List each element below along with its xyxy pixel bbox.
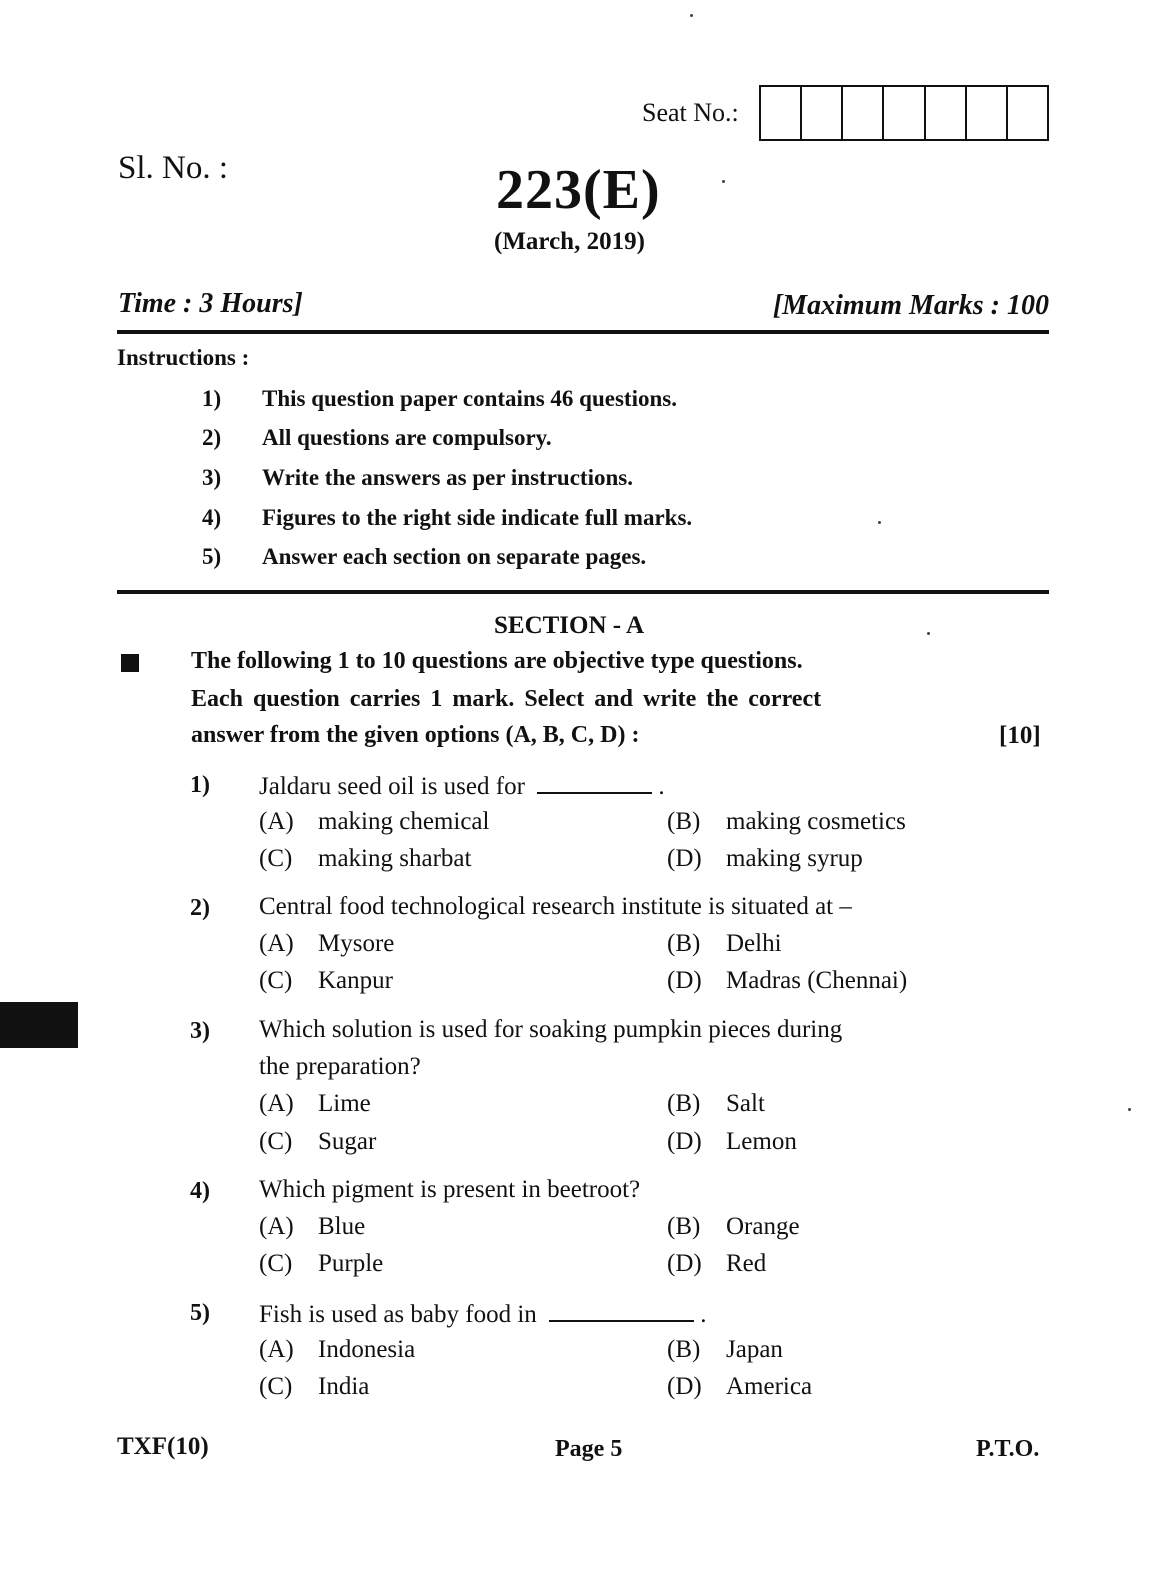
question-number: 3) <box>190 1018 210 1044</box>
seat-digit-box <box>967 87 1008 139</box>
section-title: SECTION - A <box>494 612 645 639</box>
option-label: (D) <box>667 1128 702 1155</box>
instruction-text: Answer each section on separate pages. <box>262 544 647 569</box>
option-label: (B) <box>667 930 701 957</box>
paper-footer-code: TXF(10) <box>117 1433 209 1460</box>
seat-digit-box <box>843 87 884 139</box>
option-text: America <box>726 1373 813 1400</box>
question-number: 4) <box>190 1178 210 1204</box>
option-item <box>667 967 907 995</box>
option-item <box>259 1250 383 1278</box>
option-text: Red <box>726 1250 767 1277</box>
option-text: Indonesia <box>318 1336 416 1363</box>
section-lead-line: The following 1 to 10 questions are objective type questions. <box>191 648 803 674</box>
option-text: making chemical <box>318 808 490 835</box>
please-turn-over: P.T.O. <box>976 1436 1040 1462</box>
exam-duration: Time : 3 Hours] <box>118 288 303 319</box>
scan-speck <box>927 632 930 635</box>
option-label: (C) <box>259 967 293 994</box>
question-trail: . <box>658 773 665 800</box>
option-text: making sharbat <box>318 845 472 872</box>
seat-digit-box <box>1008 87 1047 139</box>
option-item <box>259 808 489 836</box>
answer-blank <box>549 1298 694 1322</box>
instruction-item <box>202 505 692 531</box>
option-item <box>667 1213 800 1241</box>
instruction-number: 5) <box>202 544 222 569</box>
instruction-number: 4) <box>202 505 222 530</box>
seat-digit-box <box>884 87 925 139</box>
question-number: 1) <box>190 772 210 798</box>
instruction-text: This question paper contains 46 questions. <box>262 386 677 411</box>
question-line: Central food technological research institute is situated at – <box>259 893 852 920</box>
option-item <box>259 1213 365 1241</box>
question-line: Jaldaru seed oil is used for <box>259 773 525 800</box>
option-text: Japan <box>726 1336 783 1363</box>
option-label: (B) <box>667 1336 701 1363</box>
question-line: Which solution is used for soaking pumpkin pieces during <box>259 1016 843 1043</box>
option-item <box>259 930 394 958</box>
option-text: Mysore <box>318 930 395 957</box>
seat-digit-box <box>802 87 843 139</box>
option-text: Blue <box>318 1213 366 1240</box>
seat-digit-box <box>761 87 802 139</box>
scan-speck <box>722 180 725 183</box>
seat-number-boxes <box>759 85 1049 141</box>
page-number: Page 5 <box>555 1436 623 1462</box>
option-label: (C) <box>259 1373 293 1400</box>
option-item <box>667 1336 783 1364</box>
instruction-number: 1) <box>202 386 222 411</box>
instruction-item <box>202 544 646 570</box>
option-text: Orange <box>726 1213 800 1240</box>
option-label: (C) <box>259 1128 293 1155</box>
section-lead-line: answer from the given options (A, B, C, D) : <box>191 722 640 748</box>
option-label: (A) <box>259 930 294 957</box>
paper-code: 223(E) <box>496 159 661 221</box>
seat-digit-box <box>926 87 967 139</box>
option-item <box>259 967 393 995</box>
option-item <box>667 930 782 958</box>
option-text: Sugar <box>318 1128 377 1155</box>
option-label: (B) <box>667 1090 701 1117</box>
option-text: making cosmetics <box>726 808 906 835</box>
option-label: (D) <box>667 967 702 994</box>
question-number: 5) <box>190 1300 210 1326</box>
question-text <box>259 770 665 801</box>
option-text: Madras (Chennai) <box>726 967 908 994</box>
option-text: Purple <box>318 1250 384 1277</box>
answer-blank <box>537 770 652 794</box>
question-text <box>259 1298 707 1329</box>
option-text: making syrup <box>726 845 863 872</box>
instructions-divider <box>117 590 1049 594</box>
instruction-text: Figures to the right side indicate full marks. <box>262 505 693 530</box>
question-line: Which pigment is present in beetroot? <box>259 1176 641 1203</box>
scan-margin-mark <box>0 1002 78 1048</box>
option-item <box>259 1373 369 1401</box>
scan-speck <box>1128 1108 1131 1111</box>
option-label: (A) <box>259 1090 294 1117</box>
option-label: (C) <box>259 1250 293 1277</box>
option-item <box>667 808 906 836</box>
scan-speck <box>690 14 693 17</box>
instruction-item <box>202 465 633 491</box>
option-label: (C) <box>259 845 293 872</box>
option-label: (D) <box>667 845 702 872</box>
seat-number-label: Seat No.: <box>642 98 739 127</box>
square-bullet-icon <box>121 654 139 672</box>
option-text: Kanpur <box>318 967 393 994</box>
option-label: (A) <box>259 808 294 835</box>
instruction-text: All questions are compulsory. <box>262 425 552 450</box>
instruction-text: Write the answers as per instructions. <box>262 465 633 490</box>
serial-number-label: Sl. No. : <box>118 150 229 186</box>
option-item <box>667 1250 766 1278</box>
instruction-number: 2) <box>202 425 222 450</box>
instruction-number: 3) <box>202 465 222 490</box>
header-divider <box>117 330 1049 334</box>
option-label: (A) <box>259 1213 294 1240</box>
option-item <box>667 845 863 873</box>
option-label: (B) <box>667 808 701 835</box>
option-item <box>667 1128 797 1156</box>
instruction-item <box>202 386 677 412</box>
option-item <box>667 1090 765 1118</box>
scan-speck <box>878 521 881 524</box>
instruction-item <box>202 425 552 451</box>
option-text: Salt <box>726 1090 765 1117</box>
option-text: Lemon <box>726 1128 797 1155</box>
option-label: (A) <box>259 1336 294 1363</box>
option-label: (D) <box>667 1373 702 1400</box>
option-text: India <box>318 1373 370 1400</box>
option-label: (D) <box>667 1250 702 1277</box>
option-text: Lime <box>318 1090 371 1117</box>
question-line: Fish is used as baby food in <box>259 1301 537 1328</box>
option-item <box>259 1128 376 1156</box>
option-text: Delhi <box>726 930 782 957</box>
exam-date: (March, 2019) <box>494 228 645 255</box>
question-trail: . <box>700 1301 707 1328</box>
option-item <box>667 1373 812 1401</box>
option-label: (B) <box>667 1213 701 1240</box>
question-line: the preparation? <box>259 1053 421 1080</box>
section-marks: [10] <box>999 722 1041 749</box>
option-item <box>259 845 471 873</box>
option-item <box>259 1336 415 1364</box>
instructions-title: Instructions : <box>117 345 250 370</box>
section-lead-line: Each question carries 1 mark. Select and write the correct <box>191 686 822 712</box>
maximum-marks: [Maximum Marks : 100 <box>772 290 1049 321</box>
option-item <box>259 1090 371 1118</box>
question-number: 2) <box>190 895 210 921</box>
